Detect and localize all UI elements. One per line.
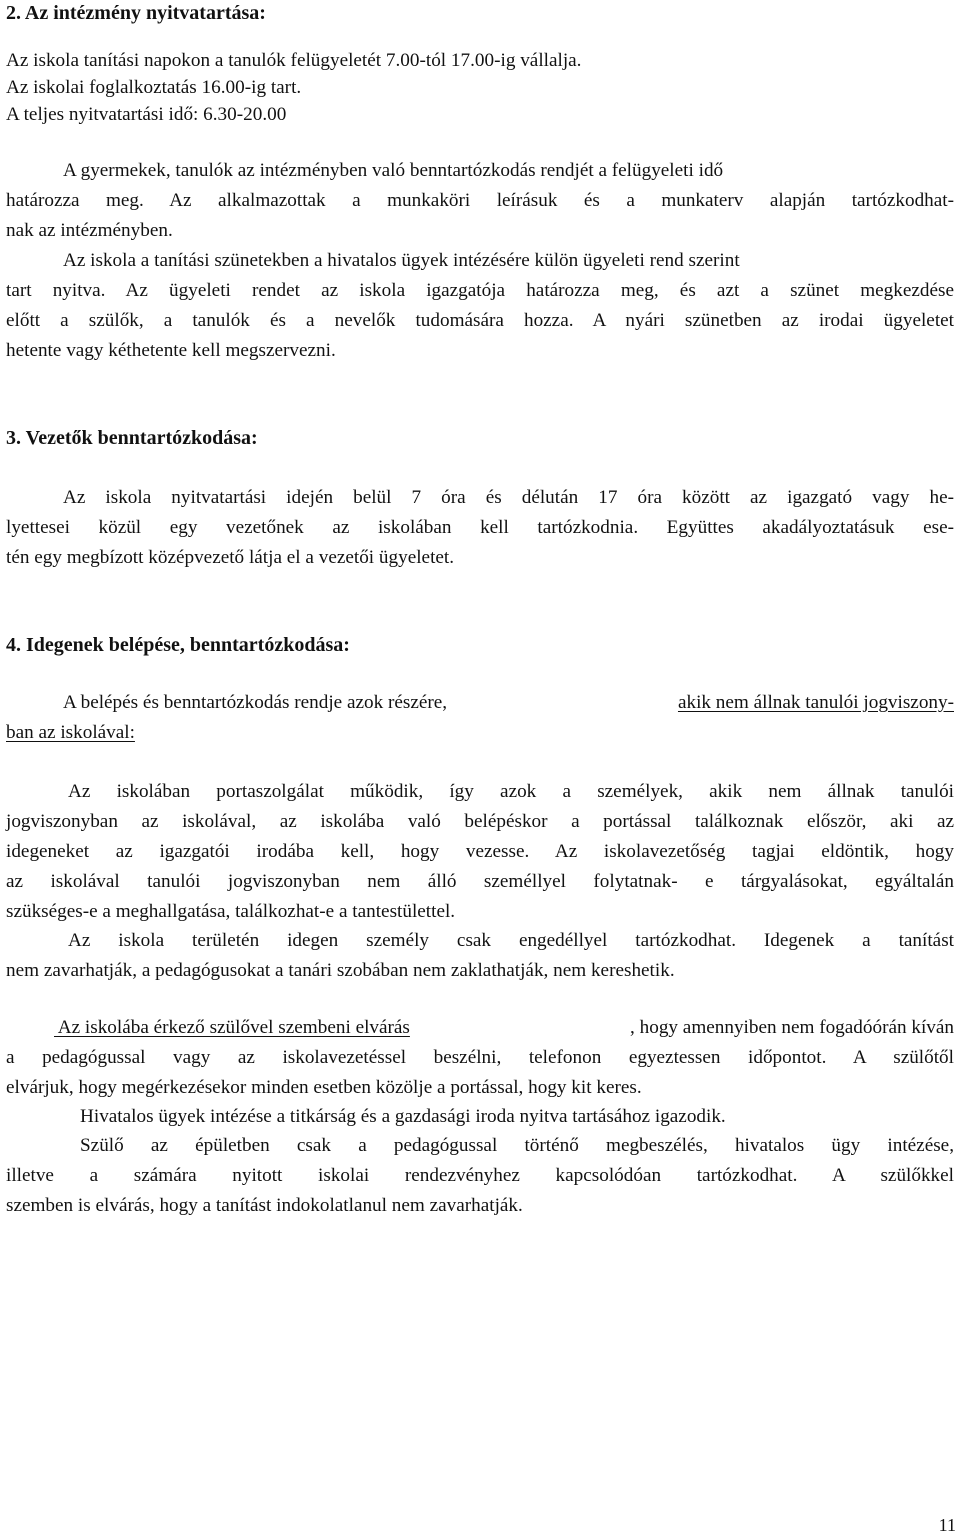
opening-hours-line: Az iskola tanítási napokon a tanulók felügyeletét 7.00-tól 17.00-ig vállalja. xyxy=(6,50,582,71)
activity-hours-line: Az iskolai foglalkoztatás 16.00-ig tart. xyxy=(6,77,302,98)
paragraph-line: idegeneket az igazgatói irodába kell, hogy vezesse. Az iskolavezetőség tagjai eldöntik, hogy xyxy=(6,841,954,862)
intro-underlined-continuation: ban az iskolával: xyxy=(6,722,135,743)
paragraph-line: A gyermekek, tanulók az intézményben való benntartózkodás rendjét a felügyeleti idő xyxy=(63,160,724,181)
parent-expectation-line xyxy=(54,1017,954,1039)
paragraph-line: illetve a számára nyitott iskolai rendezvényhez kapcsolódóan tartózkodhat. A szülőkkel xyxy=(6,1165,954,1186)
paragraph-line: nak az intézményben. xyxy=(6,220,173,241)
paragraph-line: határozza meg. Az alkalmazottak a munkaköri leírásuk és a munkaterv alapján tartózkodhat- xyxy=(6,190,954,211)
paragraph-line: tén egy megbízott középvezető látja el a vezetői ügyeletet. xyxy=(6,547,455,568)
paragraph-line: Szülő az épületben csak a pedagógussal történő megbeszélés, hivatalos ügy intézése, xyxy=(80,1135,954,1156)
total-hours-line: A teljes nyitvatartási idő: 6.30-20.00 xyxy=(6,104,287,125)
paragraph-line: tart nyitva. Az ügyeleti rendet az iskola igazgatója határozza meg, és azt a szünet megkezdése xyxy=(6,280,954,301)
paragraph-line: Hivatalos ügyek intézése a titkárság és a gazdasági iroda nyitva tartásához igazodik. xyxy=(80,1106,726,1127)
paragraph-line: az iskolával tanulói jogviszonyban nem álló személlyel folytatnak- e tárgyalásokat, egyáltalán xyxy=(6,871,954,892)
paragraph-line: szemben is elvárás, hogy a tanítást indokolatlanul nem zavarhatják. xyxy=(6,1195,523,1216)
intro-underlined-text: akik nem állnak tanulói jogviszony- xyxy=(677,692,954,713)
paragraph-line: előtt a szülők, a tanulók és a nevelők tudomására hozza. A nyári szünetben az irodai ügyeletet xyxy=(6,310,954,331)
paragraph-line: nem zavarhatják, a pedagógusokat a tanári szobában nem zaklathatják, nem kereshetik. xyxy=(6,960,675,981)
paragraph-line: Az iskolában portaszolgálat működik, így azok a személyek, akik nem állnak tanulói xyxy=(68,781,954,802)
intro-text: A belépés és benntartózkodás rendje azok részére, xyxy=(63,692,448,713)
paragraph-line: Az iskola nyitvatartási idején belül 7 óra és délután 17 óra között az igazgató vagy he- xyxy=(63,487,954,508)
paragraph-line: Az iskola a tanítási szünetekben a hivatalos ügyek intézésére külön ügyeleti rend szerint xyxy=(63,250,740,271)
paragraph-line: Az iskola területén idegen személy csak engedéllyel tartózkodhat. Idegenek a tanítást xyxy=(68,930,954,951)
page-number: 11 xyxy=(938,1515,956,1535)
paragraph-line: elvárjuk, hogy megérkezésekor minden esetben közölje a portással, hogy kit keres. xyxy=(6,1077,642,1098)
paragraph-line: hetente vagy kéthetente kell megszervezni. xyxy=(6,340,336,361)
section-heading-3: 3. Vezetők benntartózkodása: xyxy=(6,427,258,449)
section-heading-2: 2. Az intézmény nyitvatartása: xyxy=(6,2,266,24)
paragraph-line: jogviszonyban az iskolával, az iskolába való belépéskor a portással találkoznak először, aki az xyxy=(6,811,954,832)
intro-line xyxy=(63,692,954,714)
parent-expectation-rest: , hogy amennyiben nem fogadóórán kíván xyxy=(630,1017,954,1038)
paragraph-line: szükséges-e a meghallgatása, találkozhat-e a tantestülettel. xyxy=(6,901,456,922)
paragraph-line: lyettesei közül egy vezetőnek az iskolában kell tartózkodnia. Együttes akadályoztatásuk ese- xyxy=(6,517,954,538)
parent-expectation-underlined: Az iskolába érkező szülővel szembeni elvárás xyxy=(54,1017,410,1038)
section-heading-4: 4. Idegenek belépése, benntartózkodása: xyxy=(6,634,350,656)
paragraph-line: a pedagógussal vagy az iskolavezetéssel beszélni, telefonon egyeztessen időpontot. A szülőtől xyxy=(6,1047,954,1068)
